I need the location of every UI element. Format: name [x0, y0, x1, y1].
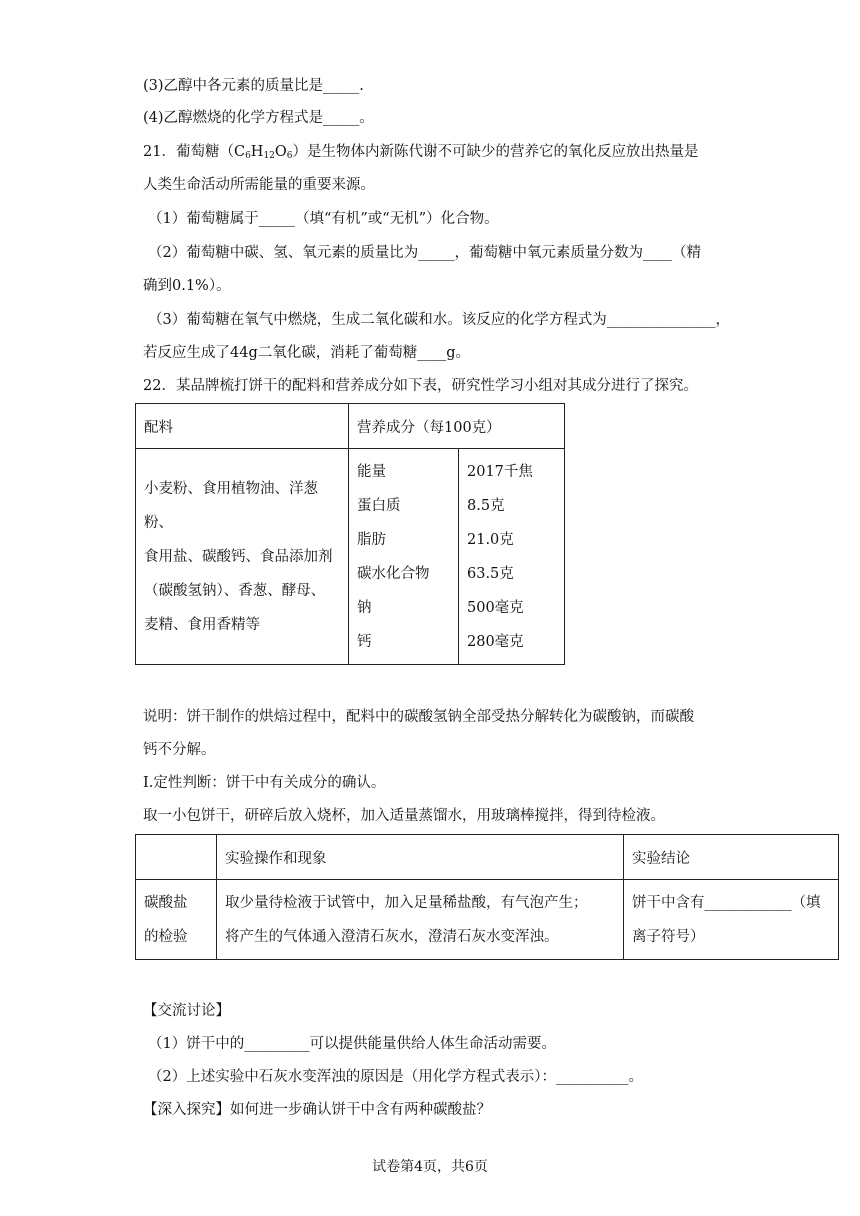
line-q20-3: (3)乙醇中各元素的质量比是_____.	[143, 78, 364, 94]
header-empty	[136, 835, 217, 880]
nutrient-name: 能量	[357, 463, 386, 480]
row-label-cell: 碳酸盐 的检验	[136, 880, 217, 960]
header-operation: 实验操作和现象	[217, 835, 624, 880]
page-footer: 试卷第4页，共6页	[372, 1159, 488, 1175]
glucose-formula: $C_6H_{12}O_6$	[233, 144, 293, 161]
nutrient-name: 碳水化合物	[357, 565, 430, 582]
header-conclusion: 实验结论	[624, 835, 839, 880]
nutrient-value: 2017千焦	[467, 463, 533, 480]
header-ingredients: 配料	[136, 404, 349, 449]
line-q21-intro: 21．葡萄糖$(C_6H_{12}O_6)$是生物体内新陈代谢不可缺少的营养它的氧化反应放出热量是	[143, 144, 699, 161]
line-discuss-2: （2）上述实验中石灰水变浑浊的原因是（用化学方程式表示）：__________。	[148, 1069, 643, 1085]
line-q21-2a: （2）葡萄糖中碳、氢、氧元素的质量比为_____，葡萄糖中氧元素质量分数为____（精	[148, 245, 701, 261]
line-section-1: I.定性判断：饼干中有关成分的确认。	[143, 775, 386, 791]
row-conclusion-cell: 饼干中含有____________（填 离子符号）	[624, 880, 839, 960]
line-discuss-1: （1）饼干中的_________可以提供能量供给人体生命活动需要。	[148, 1036, 556, 1052]
nutrient-name: 钠	[357, 599, 372, 616]
line-q20-4: (4)乙醇燃烧的化学方程式是_____。	[143, 110, 374, 126]
line-q21-3b: 若反应生成了44g二氧化碳，消耗了葡萄糖____g。	[143, 345, 471, 361]
line-q21-2b: 确到0.1%）。	[143, 278, 231, 294]
nutrient-value: 500毫克	[467, 599, 524, 616]
line-q22-intro: 22．某品牌梳打饼干的配料和营养成分如下表，研究性学习小组对其成分进行了探究。	[143, 378, 698, 394]
line-discuss-title: 【交流讨论】	[143, 1003, 230, 1019]
line-q21-intro2: 人类生命活动所需能量的重要来源。	[143, 177, 375, 193]
ingredients-nutrition-table	[135, 403, 565, 665]
nutrient-names-cell	[349, 449, 459, 665]
nutrient-value: 21.0克	[467, 531, 514, 548]
line-procedure: 取一小包饼干，研碎后放入烧杯，加入适量蒸馏水，用玻璃棒搅拌，得到待检液。	[143, 808, 665, 824]
line-q21-3a: （3）葡萄糖在氧气中燃烧，生成二氧化碳和水。该反应的化学方程式为_______________，	[148, 312, 730, 328]
nutrient-value: 63.5克	[467, 565, 514, 582]
nutrient-name: 脂肪	[357, 531, 386, 548]
line-note-2: 钙不分解。	[143, 742, 216, 758]
header-nutrition: 营养成分（每100克）	[349, 404, 565, 449]
nutrient-value: 8.5克	[467, 497, 505, 514]
experiment-table	[135, 834, 839, 960]
ingredients-cell: 小麦粉、食用植物油、洋葱粉、 食用盐、碳酸钙、食品添加剂 （碳酸氢钠）、香葱、酵母、 麦精、食用香精等	[136, 449, 349, 665]
nutrient-name: 钙	[357, 633, 372, 650]
nutrient-name: 蛋白质	[357, 497, 401, 514]
line-q21-1: （1）葡萄糖属于_____（填“有机”或“无机”）化合物。	[148, 211, 499, 227]
nutrient-value: 280毫克	[467, 633, 524, 650]
nutrient-values-cell	[459, 449, 565, 665]
row-operation-cell: 取少量待检液于试管中，加入足量稀盐酸，有气泡产生； 将产生的气体通入澄清石灰水，澄清石灰水变浑浊。	[217, 880, 624, 960]
line-note-1: 说明：饼干制作的烘焙过程中，配料中的碳酸氢钠全部受热分解转化为碳酸钠，而碳酸	[143, 709, 694, 725]
line-deep-explore: 【深入探究】如何进一步确认饼干中含有两种碳酸盐？	[143, 1102, 491, 1118]
